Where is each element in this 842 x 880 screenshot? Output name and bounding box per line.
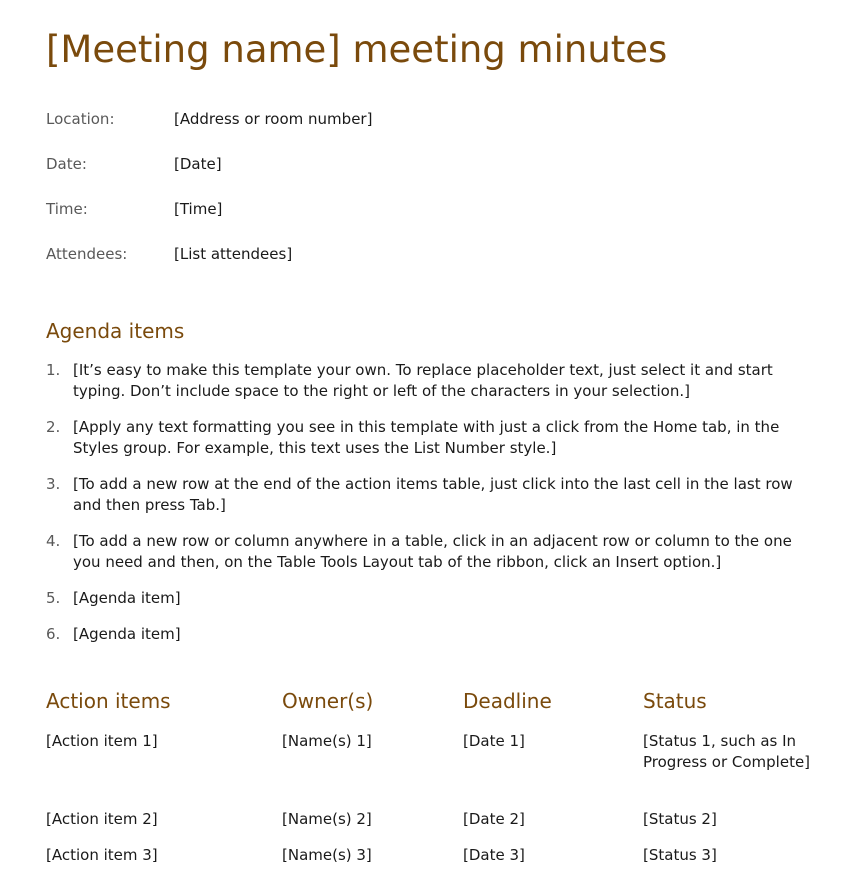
time-label: Time: [46,200,88,218]
agenda-item[interactable]: [Apply any text formatting you see in this template with just a click from the Home tab, in the Styles group. For example, this text uses the List Number style.] [73,418,780,457]
action-item-cell[interactable]: [Action item 2] [46,810,158,828]
attendees-value[interactable]: [List attendees] [174,245,293,263]
agenda-item-number: 2. [46,418,61,436]
column-header-status: Status [643,689,707,713]
agenda-item[interactable]: [To add a new row at the end of the action items table, just click into the last cell in the last row and then press Tab.] [73,475,793,514]
location-value[interactable]: [Address or room number] [174,110,373,128]
action-item-cell[interactable]: [Action item 1] [46,732,158,750]
agenda-item[interactable]: [Agenda item] [73,625,181,643]
status-cell[interactable]: [Status 2] [643,810,717,828]
agenda-item-number: 5. [46,589,61,607]
attendees-label: Attendees: [46,245,128,263]
time-value[interactable]: [Time] [174,200,223,218]
agenda-item[interactable]: [To add a new row or column anywhere in a table, click in an adjacent row or column to the one you need and then, on the Table Tools Layout tab of the ribbon, click an Insert option.] [73,532,792,571]
agenda-item-number: 6. [46,625,61,643]
location-label: Location: [46,110,115,128]
status-cell[interactable]: [Status 3] [643,846,717,864]
owner-cell[interactable]: [Name(s) 3] [282,846,372,864]
deadline-cell[interactable]: [Date 1] [463,732,525,750]
agenda-heading: Agenda items [46,319,185,343]
agenda-item-number: 3. [46,475,61,493]
agenda-item[interactable]: [Agenda item] [73,589,181,607]
column-header-action-items: Action items [46,689,171,713]
date-label: Date: [46,155,87,173]
agenda-item-number: 1. [46,361,61,379]
column-header-deadline: Deadline [463,689,552,713]
agenda-item[interactable]: [It’s easy to make this template your own. To replace placeholder text, just select it and start typing. Don’t include space to the right or left of the characters in your selection.] [73,361,773,400]
column-header-owners: Owner(s) [282,689,374,713]
agenda-item-number: 4. [46,532,61,550]
action-item-cell[interactable]: [Action item 3] [46,846,158,864]
status-cell[interactable]: [Status 1, such as In Progress or Complete] [643,732,811,771]
deadline-cell[interactable]: [Date 2] [463,810,525,828]
date-value[interactable]: [Date] [174,155,222,173]
owner-cell[interactable]: [Name(s) 2] [282,810,372,828]
page-title: [Meeting name] meeting minutes [46,28,668,71]
deadline-cell[interactable]: [Date 3] [463,846,525,864]
owner-cell[interactable]: [Name(s) 1] [282,732,372,750]
